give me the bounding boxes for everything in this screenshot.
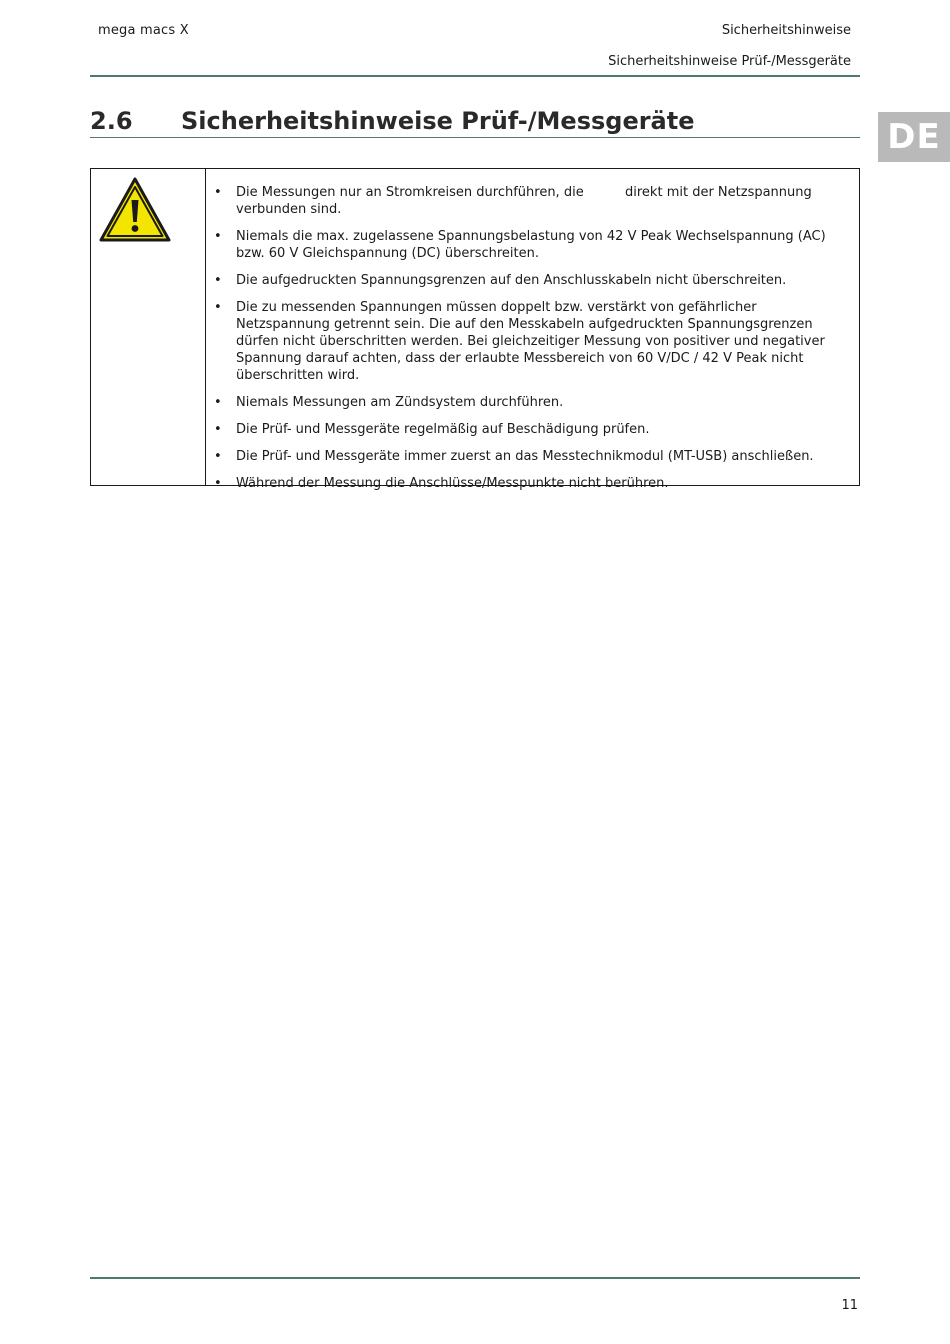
bullet-icon: • [214, 422, 222, 437]
list-item [214, 421, 853, 438]
warning-list [214, 184, 853, 492]
list-item [214, 475, 853, 492]
list-item [214, 184, 853, 218]
bullet-icon: • [214, 229, 222, 244]
list-item-text: Die Prüf- und Messgeräte regelmäßig auf Beschädigung prüfen. [236, 422, 650, 437]
section-title: Sicherheitshinweise Prüf-/Messgeräte [181, 107, 695, 135]
header-section-title: Sicherheitshinweise Prüf-/Messgeräte [608, 54, 851, 69]
warning-table [90, 168, 860, 491]
header-rule [90, 75, 860, 77]
warning-triangle-icon [98, 176, 172, 244]
bullet-icon: • [214, 476, 222, 491]
list-item-text: Die Prüf- und Messgeräte immer zuerst an das Messtechnikmodul (MT-USB) anschließen. [236, 449, 814, 464]
list-item-text: Die Messungen nur an Stromkreisen durchführen, die direkt mit der Netzspannung verbunden sind. [236, 185, 816, 217]
bullet-icon: • [214, 300, 222, 315]
section-number: 2.6 [90, 107, 133, 135]
warning-text-cell [206, 169, 859, 491]
bullet-icon: • [214, 395, 222, 410]
list-item [214, 299, 853, 384]
language-tab: DE [878, 112, 950, 162]
bullet-icon: • [214, 273, 222, 288]
header-product-name: mega macs X [98, 23, 189, 38]
list-item-text: Niemals die max. zugelassene Spannungsbelastung von 42 V Peak Wechselspannung (AC) bzw. 60 V Gleichspannung (DC) überschreiten. [236, 229, 826, 261]
header-chapter-title: Sicherheitshinweise [721, 23, 851, 38]
list-item [214, 272, 853, 289]
list-item-text: Während der Messung die Anschlüsse/Messpunkte nicht berühren. [236, 476, 669, 491]
bullet-icon: • [214, 185, 222, 200]
list-item-text: Die zu messenden Spannungen müssen doppelt bzw. verstärkt von gefährlicher Netzspannung getrennt sein. Die auf den Messkabeln aufgedruckten Spannungsgrenzen dürfen nicht überschritten werden. Bei gleichzeitiger Messung von positiver und negativer Spannung darauf achten, dass der erlaubte Messbereich von 60 V/DC / 42 V Peak nicht überschritten wird. [236, 300, 825, 383]
list-item [214, 394, 853, 411]
title-rule [90, 137, 860, 138]
list-item-text: Niemals Messungen am Zündsystem durchführen. [236, 395, 564, 410]
page-number: 11 [841, 1298, 858, 1313]
list-item [214, 448, 853, 465]
footer-rule [90, 1277, 860, 1279]
list-item-text: Die aufgedruckten Spannungsgrenzen auf den Anschlusskabeln nicht überschreiten. [236, 273, 787, 288]
bullet-icon: • [214, 449, 222, 464]
warning-icon-cell [91, 169, 206, 485]
list-item [214, 228, 853, 262]
